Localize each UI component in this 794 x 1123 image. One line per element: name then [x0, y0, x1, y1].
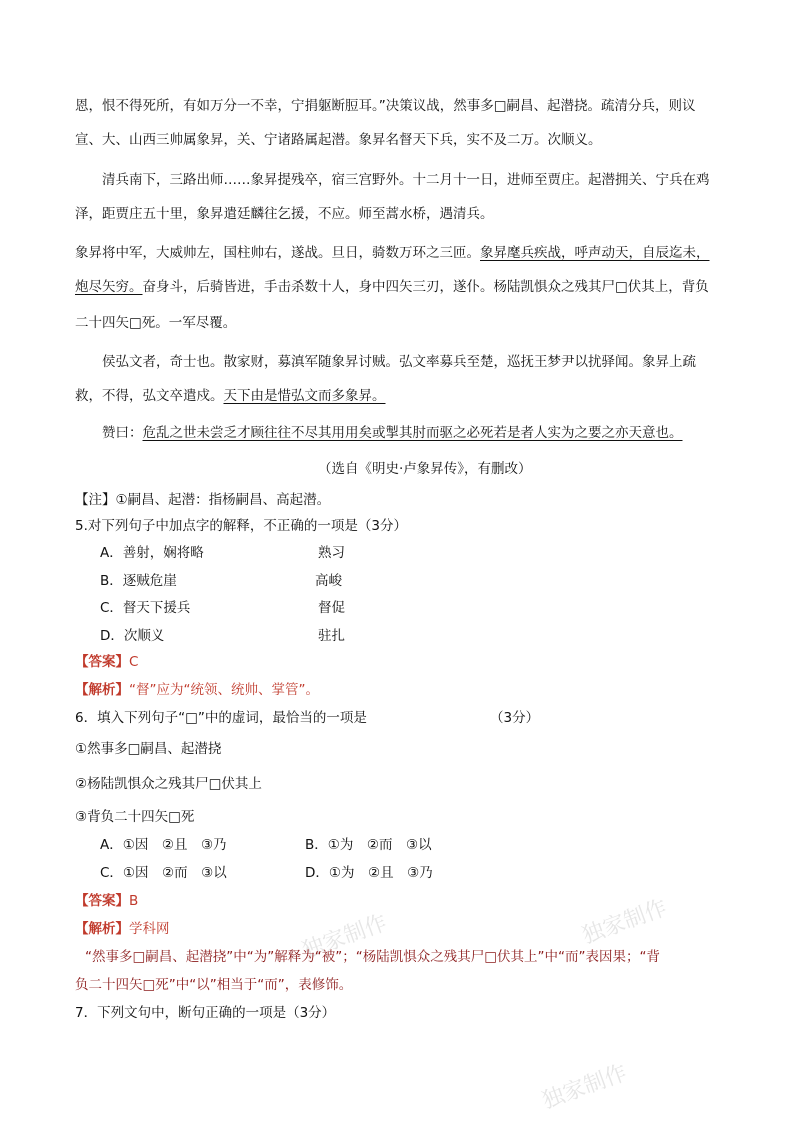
- answer-value: C: [129, 654, 139, 670]
- underlined-text: 天下由是惜弘文而多象昇。: [223, 388, 386, 404]
- q5-gloss: 熟习: [318, 545, 345, 561]
- watermark: 独家制作: [579, 895, 671, 950]
- q6-sentence: ③背负二十四矢□死: [75, 809, 195, 825]
- q5-answer: [75, 652, 138, 672]
- passage-text: 奋身斗，后骑皆进，手击杀数十人，身中四矢三刃，遂仆。杨陆凯惧众之残其尸□伏其上，背负: [142, 279, 709, 295]
- source-citation: （选自《明史·卢象昇传》，有删改）: [318, 461, 532, 477]
- watermark: 独家制作: [299, 910, 391, 965]
- q6-answer: [75, 891, 138, 911]
- zan-lead: 赞曰：: [102, 425, 143, 441]
- passage-line: [75, 386, 386, 406]
- q5-option: D．次顺义: [100, 628, 165, 644]
- passage-line: 泽，距贾庄五十里，象昇遣廷麟往乞援，不应。师至蒿水桥，遇清兵。: [75, 206, 494, 222]
- q5-gloss: 督促: [318, 600, 345, 616]
- analysis-label: 【解析】: [75, 682, 129, 698]
- passage-line: 二十四矢□死。一军尽覆。: [75, 315, 237, 331]
- q6-option: A．①因 ②且 ③乃: [100, 837, 227, 853]
- q5-option: B．逐贼危崖: [100, 573, 177, 589]
- passage-line: 恩，恨不得死所，有如万分一不幸，宁捐躯断脰耳。”决策议战，然事多□嗣昌、起潜挠。疏清分兵，则议: [75, 98, 696, 114]
- q6-analysis-head: [75, 919, 170, 939]
- q5-option: C．督天下援兵: [100, 600, 191, 616]
- passage-line: [75, 277, 709, 297]
- underlined-text: 危乱之世未尝乏才顾往往不尽其用用矣或掣其肘而驱之必死若是者人实为之要之亦天意也。: [142, 425, 683, 441]
- answer-value: B: [129, 893, 139, 909]
- q6-analysis-text: 负二十四矢□死”中“以”相当于“而”，表修饰。: [75, 977, 353, 993]
- answer-label: 【答案】: [75, 893, 129, 909]
- question-6-stem: 6．填入下列句子“□”中的虚词，最恰当的一项是: [75, 710, 367, 726]
- watermark: 独家制作: [539, 1060, 631, 1115]
- answer-label: 【答案】: [75, 654, 129, 670]
- question-7-stem: 7．下列文句中，断句正确的一项是（3分）: [75, 1005, 336, 1021]
- passage-line: 清兵南下，三路出师……象昇提残卒，宿三宫野外。十二月十一日，进师至贾庄。起潜拥关、宁兵在鸡: [102, 172, 710, 188]
- analysis-label: 【解析】: [75, 921, 129, 937]
- q6-sentence: ②杨陆凯惧众之残其尸□伏其上: [75, 776, 262, 792]
- analysis-text: “督”应为“统领、统帅、掌管”。: [129, 682, 319, 698]
- passage-line: [75, 243, 710, 263]
- passage-text: 象昇将中军，大威帅左，国柱帅右，遂战。旦日，骑数万环之三匝。: [75, 245, 480, 261]
- passage-line: 侯弘文者，奇士也。散家财，募滇军随象昇讨贼。弘文率募兵至楚，巡抚王梦尹以扰驿闻。象昇上疏: [102, 354, 696, 370]
- passage-line: 宣、大、山西三帅属象昇，关、宁诸路属起潜。象昇名督天下兵，实不及二万。次顺义。: [75, 132, 602, 148]
- question-5-stem: 5.对下列句子中加点字的解释，不正确的一项是（3分）: [75, 518, 407, 534]
- q6-option: D．①为 ②且 ③乃: [305, 865, 433, 881]
- passage-line: [102, 423, 683, 443]
- note: 【注】①嗣昌、起潜：指杨嗣昌、高起潜。: [75, 492, 331, 508]
- q5-gloss: 高峻: [315, 573, 342, 589]
- q6-analysis-text: “然事多□嗣昌、起潜挠”中“为”解释为“被”；“杨陆凯惧众之残其尸□伏其上”中“而”表因果；“背: [85, 949, 660, 965]
- q6-score: （3分）: [490, 710, 540, 726]
- analysis-source: 学科网: [129, 921, 170, 937]
- q5-gloss: 驻扎: [318, 628, 345, 644]
- underlined-text: 象昇麾兵疾战，呼声动天，自辰迄未，: [480, 245, 710, 261]
- q6-option: C．①因 ②而 ③以: [100, 865, 227, 881]
- q5-analysis: [75, 680, 319, 700]
- q6-sentence: ①然事多□嗣昌、起潜挠: [75, 741, 222, 757]
- q5-option: A．善射，娴将略: [100, 545, 204, 561]
- q6-option: B．①为 ②而 ③以: [305, 837, 432, 853]
- passage-text: 救，不得，弘文卒遣戍。: [75, 388, 224, 404]
- underlined-text: 炮尽矢穷。: [75, 279, 143, 295]
